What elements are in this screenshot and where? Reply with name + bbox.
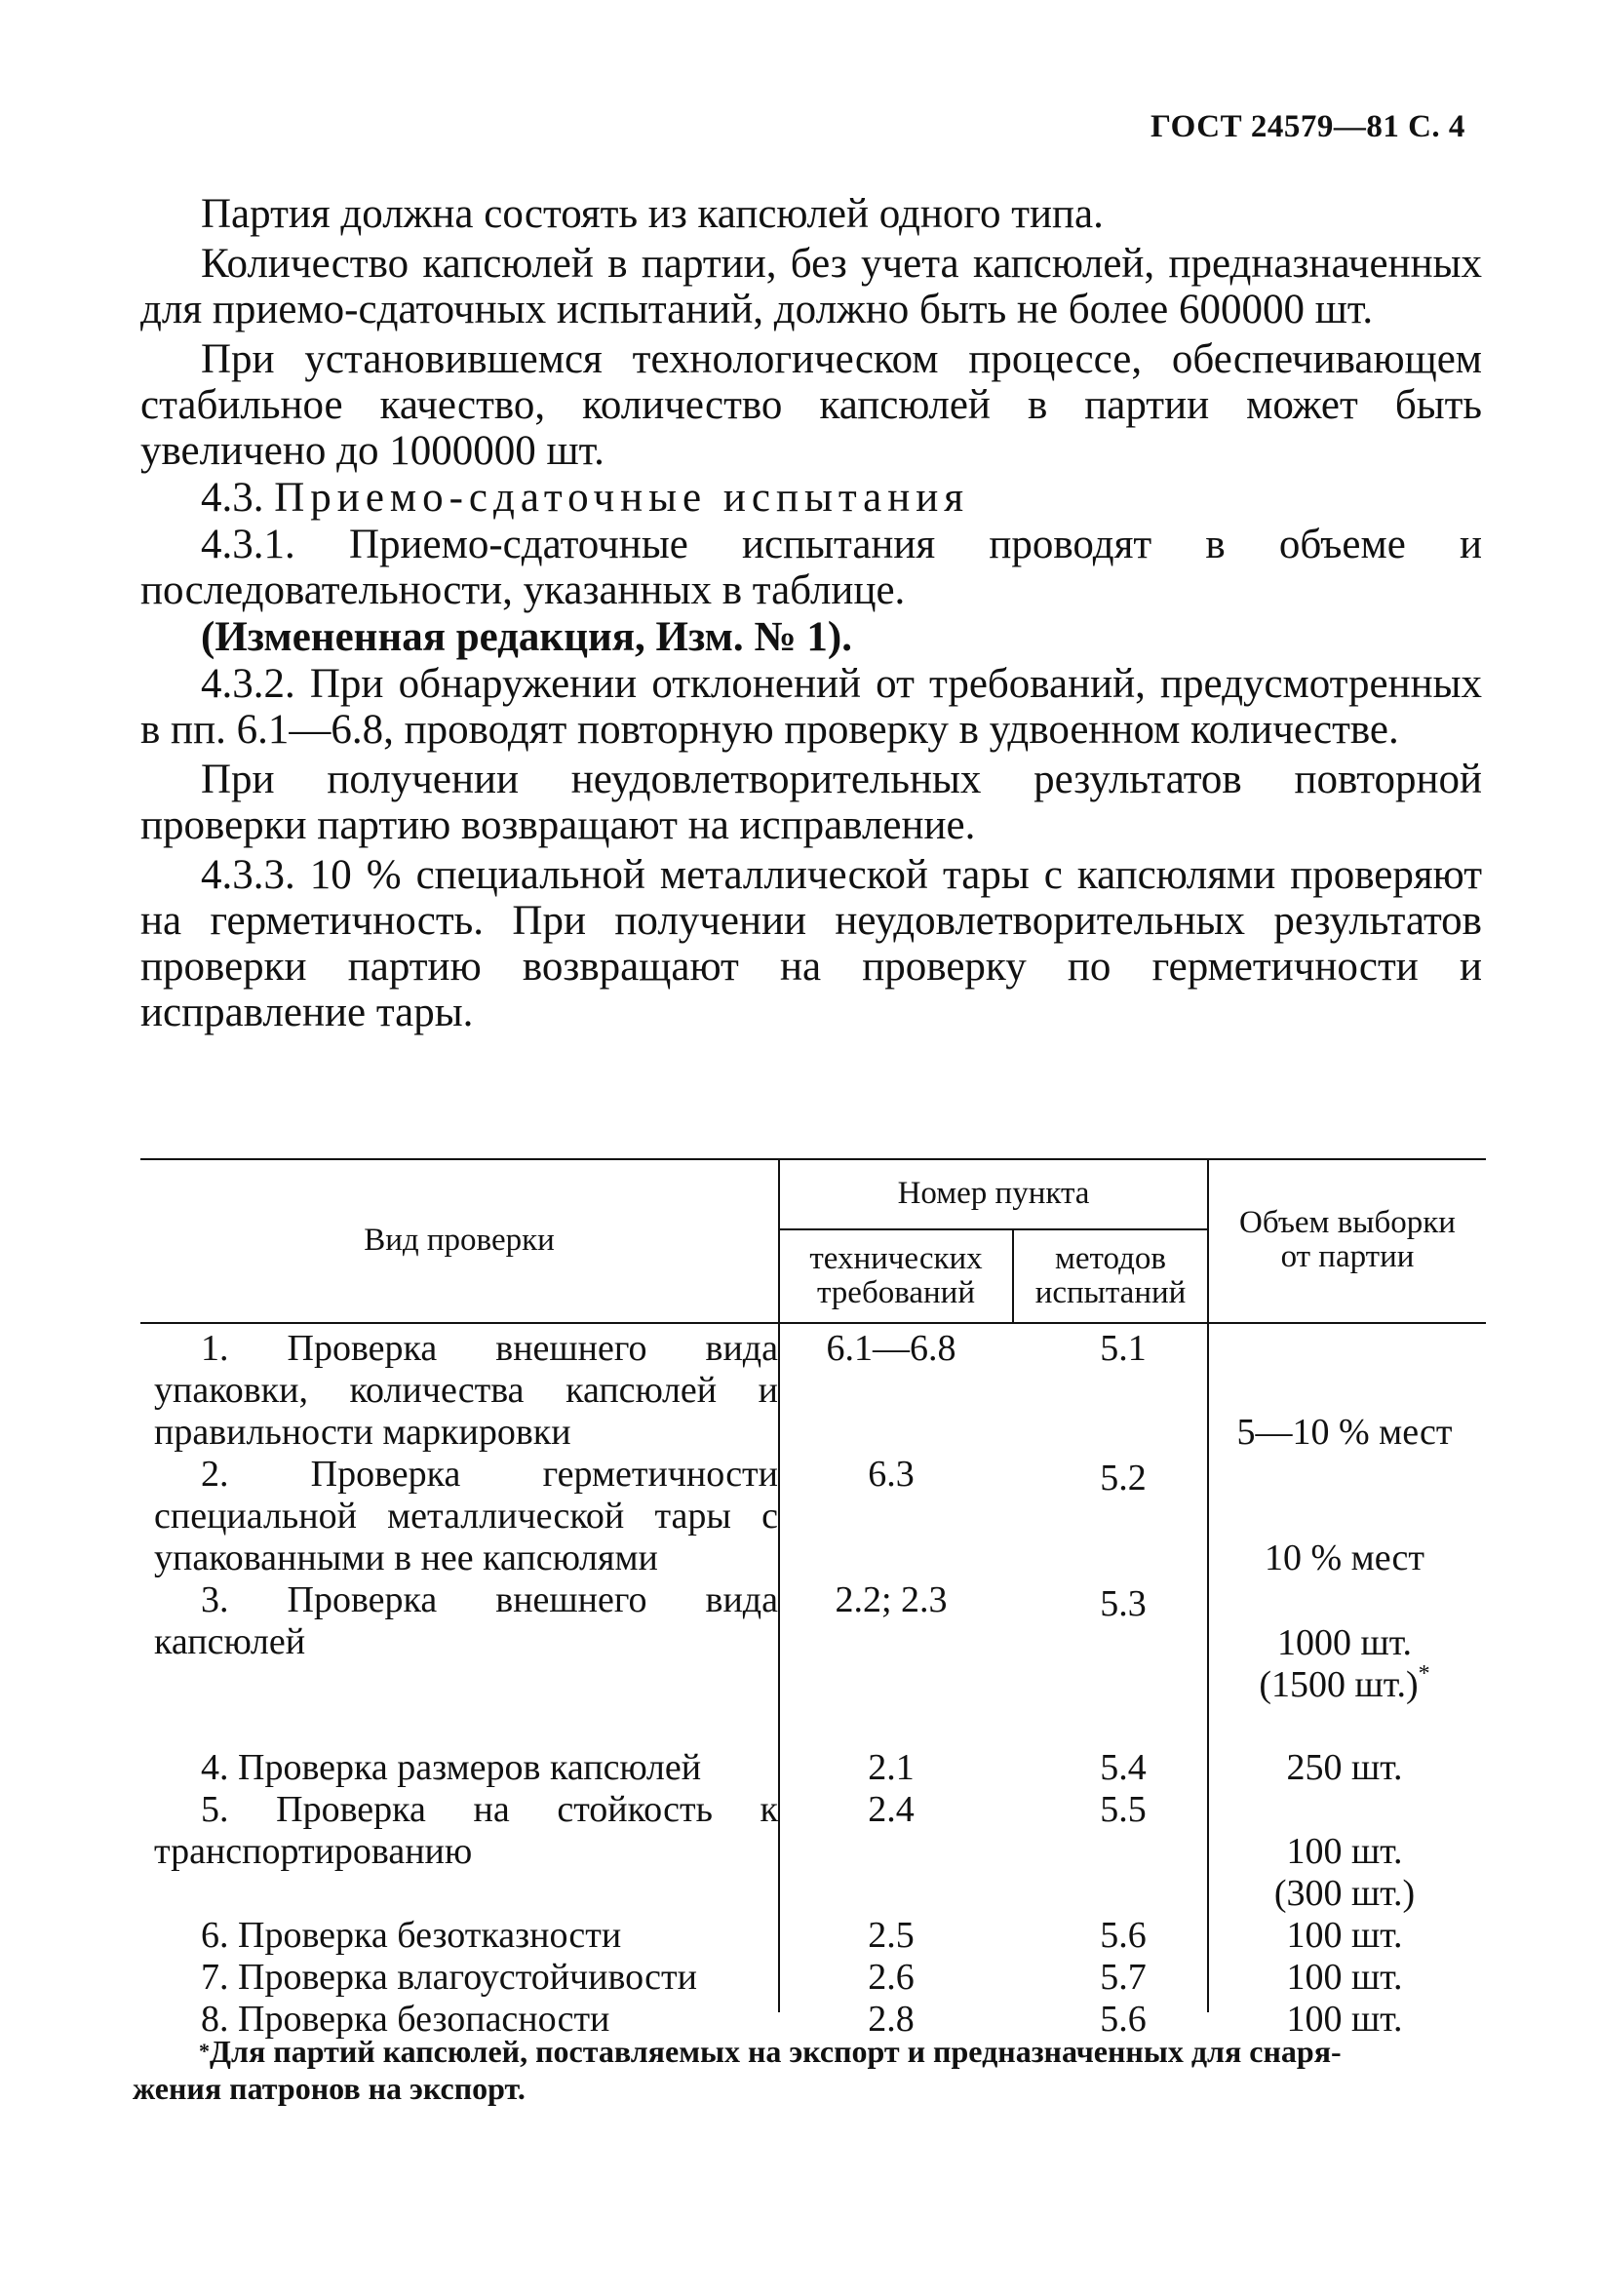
row-method-item: 5.1 xyxy=(1100,1328,1147,1369)
row-name-text: Проверка размеров капсюлей xyxy=(238,1747,702,1788)
row-method-item: 5.7 xyxy=(1100,1957,1147,1998)
row-number: 2. xyxy=(201,1454,229,1495)
row-sample-size: 100 шт. xyxy=(1286,1915,1403,1956)
paragraph: При установившемся технологическом процессе, обеспечивающем стабильное качество, количество капсюлей в партии может быть увеличено до 1000000 шт. xyxy=(140,336,1482,474)
row-number: 5. xyxy=(201,1789,229,1830)
section-title: Приемо-сдаточные испытания xyxy=(274,475,970,521)
row-method-item: 5.6 xyxy=(1100,1999,1147,2040)
sample-size-export: (300 шт.) xyxy=(1273,1873,1416,1914)
row-check-name xyxy=(154,1915,778,1957)
row-sample-size: 10 % мест xyxy=(1265,1537,1424,1578)
paragraph: 4.3.3. 10 % специальной металлической тары с капсюлями проверяют на герметичность. При получении неудовлетворительных результатов проверки партию возвращают на проверку по герметичности и исправление тары. xyxy=(140,852,1482,1035)
row-tech-item: 2.2; 2.3 xyxy=(835,1579,948,1620)
header-text: технических xyxy=(809,1241,983,1276)
sample-size-primary: 100 шт. xyxy=(1286,1831,1403,1872)
paragraph: 4.3.2. При обнаружении отклонений от требований, предусмотренных в пп. 6.1—6.8, проводят повторную проверку в удвоенном количестве. xyxy=(140,661,1482,753)
paragraph: Количество капсюлей в партии, без учета капсюлей, предназначенных для приемо-сдаточных испытаний, должно быть не более 600000 шт. xyxy=(140,241,1482,332)
section-heading xyxy=(140,475,1482,521)
row-sample-size xyxy=(1203,1831,1486,1915)
row-name-text: Проверка безопасности xyxy=(238,1999,610,2040)
row-number: 3. xyxy=(201,1579,229,1620)
footnote-marker: * xyxy=(1418,1661,1430,1687)
row-tech-item: 2.5 xyxy=(868,1915,915,1956)
row-sample-size xyxy=(1203,1622,1486,1706)
header-text: испытаний xyxy=(1034,1275,1187,1310)
row-sample-size: 100 шт. xyxy=(1286,1957,1403,1998)
row-tech-item: 2.4 xyxy=(868,1789,915,1830)
row-method-item: 5.6 xyxy=(1100,1915,1147,1956)
footnote-line: жения патронов на экспорт. xyxy=(133,2071,526,2106)
row-name-text: Проверка внешнего вида капсюлей xyxy=(154,1579,778,1662)
paragraph: Партия должна состоять из капсюлей одного типа. xyxy=(201,191,1104,237)
sample-size-primary: 1000 шт. xyxy=(1276,1622,1412,1663)
header-item-number: Номер пункта xyxy=(897,1175,1090,1211)
row-name-text: Проверка безотказности xyxy=(238,1915,622,1956)
row-method-item: 5.3 xyxy=(1100,1583,1147,1624)
amendment-note: (Измененная редакция, Изм. № 1). xyxy=(201,614,852,660)
row-check-name xyxy=(154,1789,778,1873)
header-sample-size xyxy=(1209,1158,1486,1322)
section-number: 4.3. xyxy=(201,475,264,521)
header-tech-requirements xyxy=(780,1230,1012,1322)
row-check-name xyxy=(154,1747,778,1789)
row-tech-item: 6.1—6.8 xyxy=(826,1328,956,1369)
header-text: требований xyxy=(816,1275,976,1310)
row-tech-item: 2.6 xyxy=(868,1957,915,1998)
header-test-methods xyxy=(1014,1230,1207,1322)
row-number: 6. xyxy=(201,1915,229,1956)
row-check-name xyxy=(154,1957,778,1999)
paragraph: 4.3.1. Приемо-сдаточные испытания проводят в объеме и последовательности, указанных в таблице. xyxy=(140,522,1482,613)
footnote-line: Для партий капсюлей, поставляемых на экспорт и предназначенных для снаря- xyxy=(210,2034,1342,2069)
header-text: Объем выборки xyxy=(1239,1205,1456,1240)
paragraph: При получении неудовлетворительных результатов повторной проверки партию возвращают на исправление. xyxy=(140,757,1482,848)
page-header: ГОСТ 24579—81 С. 4 xyxy=(1150,109,1465,144)
header-text: методов xyxy=(1055,1241,1166,1276)
row-number: 4. xyxy=(201,1747,229,1788)
row-method-item: 5.4 xyxy=(1100,1747,1147,1788)
body-text xyxy=(140,191,1482,1036)
row-sample-size: 250 шт. xyxy=(1286,1747,1403,1788)
row-tech-item: 6.3 xyxy=(868,1454,915,1495)
header-check-type: Вид проверки xyxy=(364,1222,555,1258)
footnote-marker: * xyxy=(199,2039,210,2063)
row-sample-size: 5—10 % мест xyxy=(1236,1412,1453,1453)
row-method-item: 5.2 xyxy=(1100,1458,1147,1498)
sample-size-export: (1500 шт.) xyxy=(1259,1664,1419,1705)
row-method-item: 5.5 xyxy=(1100,1789,1147,1830)
header-bottom-rule xyxy=(140,1322,1486,1324)
row-name-text: Проверка внешнего вида упаковки, количества капсюлей и правильности маркировки xyxy=(154,1328,778,1453)
header-text: от партии xyxy=(1280,1239,1415,1274)
row-name-text: Проверка на стойкость к транспортированию xyxy=(154,1789,778,1872)
row-number: 8. xyxy=(201,1999,229,2040)
row-number: 1. xyxy=(201,1328,229,1369)
table-footnote xyxy=(133,2033,1486,2107)
row-check-name xyxy=(154,1579,778,1663)
row-tech-item: 2.8 xyxy=(868,1999,915,2040)
row-number: 7. xyxy=(201,1957,229,1998)
row-tech-item: 2.1 xyxy=(868,1747,915,1788)
row-check-name xyxy=(154,1328,778,1454)
row-check-name xyxy=(154,1454,778,1579)
row-name-text: Проверка влагоустойчивости xyxy=(238,1957,697,1998)
inspection-table xyxy=(140,1158,1486,2040)
row-sample-size: 100 шт. xyxy=(1286,1999,1403,2040)
row-name-text: Проверка герметичности специальной металлической тары с упакованными в нее капсюлями xyxy=(154,1454,778,1578)
